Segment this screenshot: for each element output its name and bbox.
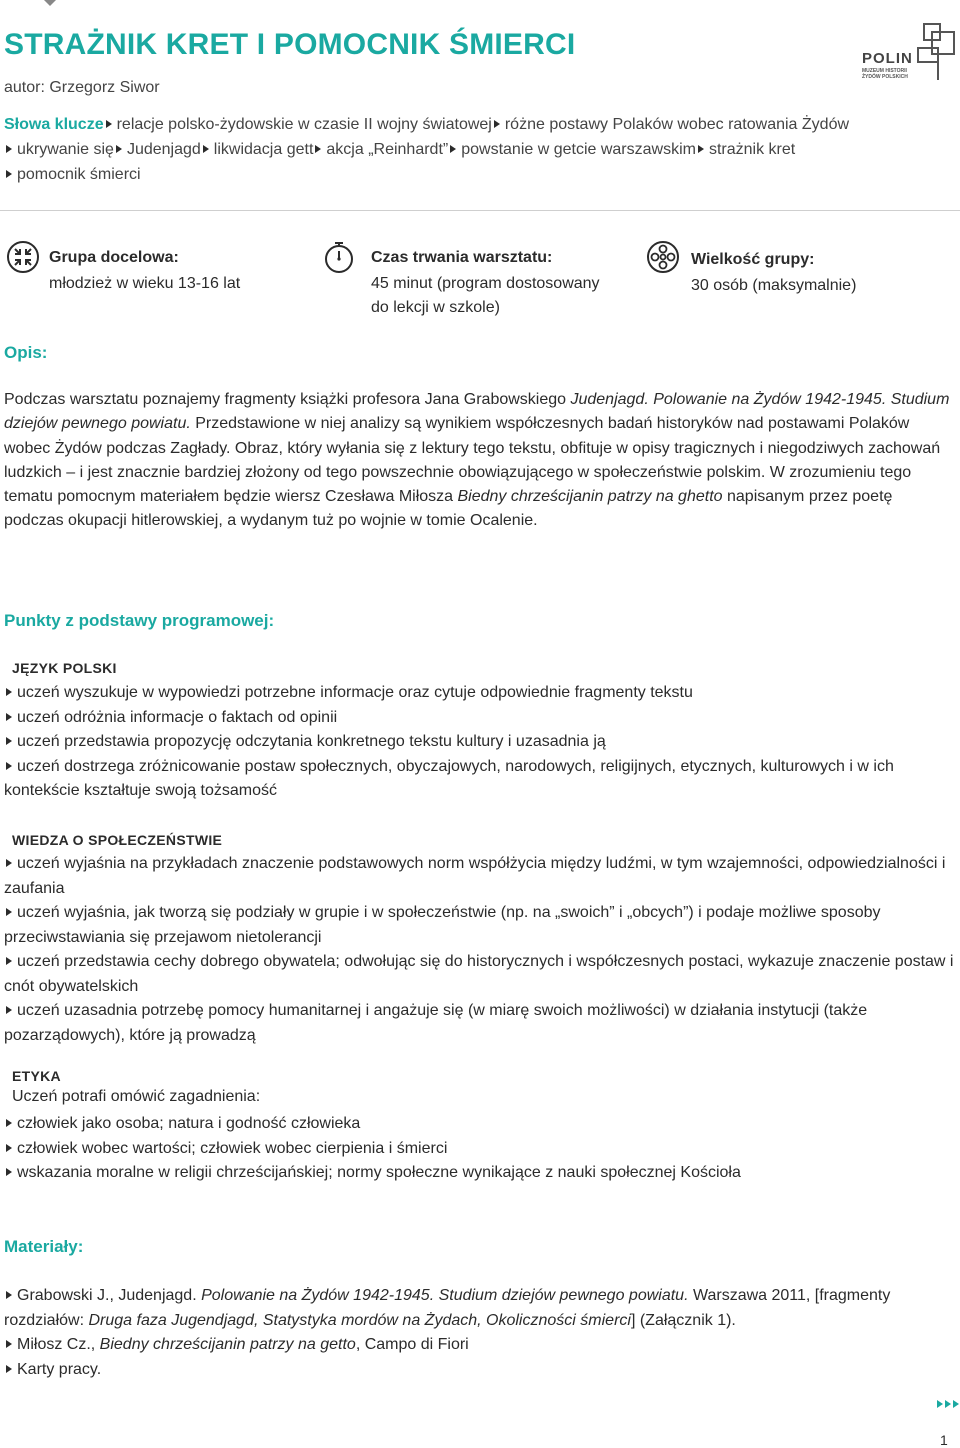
next-page-arrows-icon [936, 1396, 960, 1414]
list-item [4, 730, 954, 755]
stopwatch-icon [322, 240, 356, 274]
size-value: 30 osób (maksymalnie) [691, 277, 857, 294]
bullet-arrow-icon [6, 859, 12, 867]
size-label: Wielkość grupy: [691, 251, 815, 268]
poem-title: Biedny chrześcijanin patrzy na ghetto [457, 488, 723, 506]
description-text [4, 388, 954, 534]
keyword: Judenjagd [126, 141, 201, 158]
bullet-arrow-icon [6, 737, 12, 745]
bullet-arrow-icon [6, 957, 12, 965]
material-title: Druga faza Jugendjagd, Statystyka mordów na Żydach, Okoliczności śmierci [88, 1311, 631, 1329]
list-item-text: uczeń dostrzega zróżnicowanie postaw społecznych, obyczajowych, narodowych, religijnych, etycznych, kulturowych i w ich kontekście kształtuje swoją tożsamość [4, 757, 894, 799]
bullet-arrow-icon [6, 170, 12, 178]
list-item [4, 999, 954, 1048]
list-item-text: uczeń przedstawia cechy dobrego obywatela; odwołując się do historycznych i współczesnych postaci, wykazuje znaczenie postaw i cnót obywatelskich [4, 953, 954, 995]
time-value-line: do lekcji w szkole) [371, 299, 500, 316]
list-item-text: uczeń odróżnia informacje o faktach od opinii [17, 708, 338, 726]
list-item [4, 1137, 954, 1162]
description-part: Podczas warsztatu poznajemy fragmenty książki profesora Jana Grabowskiego [4, 391, 571, 408]
list-item [4, 1112, 954, 1137]
list-item [4, 1358, 954, 1383]
page-title: STRAŻNIK KRET I POMOCNIK ŚMIERCI [4, 28, 576, 61]
bullet-arrow-icon [450, 145, 456, 153]
ethics-intro: Uczeń potrafi omówić zagadnienia: [12, 1088, 261, 1105]
material-text: Miłosz Cz., [17, 1336, 100, 1353]
bullet-arrow-icon [6, 762, 12, 770]
bullet-arrow-icon [6, 1365, 12, 1373]
list-item-text: uczeń wyszukuje w wypowiedzi potrzebne informacje oraz cytuje odpowiednie fragmenty tekstu [17, 684, 693, 701]
keyword: likwidacja gett [213, 141, 314, 158]
ethics-heading: ETYKA [12, 1068, 61, 1084]
list-item-text: uczeń uzasadnia potrzebę pomocy humanitarnej i angażuje się (w miarę swoich możliwości) w działania instytucji (także pozarządowych), które ją prowadzą [4, 1002, 868, 1044]
ethics-list [4, 1112, 954, 1186]
bullet-arrow-icon [106, 120, 112, 128]
list-item-text: człowiek wobec wartości; człowiek wobec cierpienia i śmierci [17, 1139, 448, 1157]
list-item [4, 755, 954, 804]
bullet-arrow-icon [494, 120, 500, 128]
group-value: młodzież w wieku 13-16 lat [49, 275, 241, 292]
logo-wordmark: POLIN [862, 50, 913, 67]
list-item [4, 950, 954, 999]
list-item [4, 1284, 954, 1333]
bullet-arrow-icon [6, 145, 12, 153]
top-marker [44, 0, 56, 6]
bullet-arrow-icon [698, 145, 704, 153]
bullet-arrow-icon [315, 145, 321, 153]
material-text: ] (Załącznik 1). [630, 1311, 736, 1329]
bullet-arrow-icon [116, 145, 122, 153]
list-item-text: człowiek jako osoba; natura i godność człowieka [17, 1115, 361, 1132]
list-item [4, 1333, 954, 1358]
list-item [4, 681, 954, 706]
keywords-block [4, 112, 956, 187]
bullet-arrow-icon [6, 713, 12, 721]
list-item-text: uczeń przedstawia propozycję odczytania konkretnego tekstu kultury i uzasadnia ją [17, 733, 606, 750]
keyword: różne postawy Polaków wobec ratowania Żydów [504, 116, 850, 133]
curriculum-label: Punkty z podstawy programowej: [4, 611, 275, 630]
bullet-arrow-icon [6, 908, 12, 916]
polish-list [4, 681, 954, 804]
time-value-line: 45 minut (program dostosowany [371, 275, 600, 292]
civics-heading: WIEDZA O SPOŁECZEŃSTWIE [12, 832, 223, 848]
group-size-icon [646, 240, 680, 274]
polish-heading: JĘZYK POLSKI [12, 660, 117, 676]
list-item [4, 852, 954, 901]
bullet-arrow-icon [203, 145, 209, 153]
keyword: strażnik kret [708, 141, 796, 158]
keyword: relacje polsko-żydowskie w czasie II wojny światowej [116, 116, 492, 133]
page-number: 1 [940, 1432, 948, 1448]
materials-label: Materiały: [4, 1237, 84, 1256]
keyword: ukrywanie się [17, 141, 114, 158]
divider [0, 210, 960, 211]
material-title: Polowanie na Żydów 1942-1945. Studium dziejów pewnego powiatu. [201, 1287, 689, 1304]
bullet-arrow-icon [6, 1168, 12, 1176]
bullet-arrow-icon [6, 1119, 12, 1127]
list-item-text: uczeń wyjaśnia na przykładach znaczenie podstawowych norm współżycia między ludźmi, w tym wzajemności, odpowiedzialności i zaufania [4, 855, 946, 897]
material-text: Warszawa 2011, [fragmenty rozdziałów: [4, 1287, 891, 1329]
keywords-label: Słowa klucze [4, 116, 104, 133]
description-part: Przedstawione w niej analizy są wynikiem współczesnych badań historyków nad postawami Polaków wobec Żydów podczas Zagłady. Obraz, który wyłania się z lektury tego tekstu, obfituje w opisy tragicznych i niegodziwych zachowań ludzkich – i jest znacznie bardziej złożony od tego powszechnie obowiązującego w społeczeństwie polskim. W zrozumieniu tego tematu pomocnym materiałem będzie wiersz Czesława Miłosza [4, 415, 941, 506]
material-text: , Campo di Fiori [355, 1336, 469, 1353]
material-title: Biedny chrześcijanin patrzy na getto [99, 1336, 356, 1353]
bullet-arrow-icon [6, 1340, 12, 1348]
civics-list [4, 852, 954, 1048]
keyword: pomocnik śmierci [17, 166, 141, 183]
keyword: powstanie w getcie warszawskim [461, 141, 696, 158]
description-part: napisanym przez poetę podczas okupacji hitlerowskiej, a wydanym tuż po wojnie w tomie Ocalenie. [4, 488, 893, 530]
logo-subtitle: MUZEUM HISTORII ŻYDÓW POLSKICH [862, 68, 908, 80]
keyword: akcja „Reinhardt” [326, 141, 449, 158]
list-item [4, 901, 954, 950]
bullet-arrow-icon [6, 1291, 12, 1299]
time-value [371, 272, 600, 320]
book-title: Judenjagd. Polowanie na Żydów 1942-1945. Studium dziejów pewnego powiatu. [4, 391, 950, 433]
materials-list [4, 1284, 954, 1382]
author-line: autor: Grzegorz Siwor [4, 79, 160, 96]
list-item [4, 706, 954, 731]
list-item-text: wskazania moralne w religii chrześcijańskiej; normy społeczne wynikające z nauki społecznej Kościoła [17, 1164, 741, 1181]
group-label: Grupa docelowa: [49, 249, 179, 266]
list-item-text: uczeń wyjaśnia, jak tworzą się podziały w grupie i w społeczeństwie (np. na „swoich” i „obcych”) i podaje możliwe sposoby przeciwstawiania się przejawom nietolerancji [4, 904, 881, 946]
time-label: Czas trwania warsztatu: [371, 249, 553, 266]
material-text: Karty pracy. [17, 1360, 102, 1378]
material-text: Grabowski J., Judenjagd. [17, 1287, 202, 1304]
bullet-arrow-icon [6, 1006, 12, 1014]
list-item [4, 1161, 954, 1186]
group-target-icon [6, 240, 40, 274]
description-label: Opis: [4, 343, 48, 362]
bullet-arrow-icon [6, 688, 12, 696]
bullet-arrow-icon [6, 1144, 12, 1152]
